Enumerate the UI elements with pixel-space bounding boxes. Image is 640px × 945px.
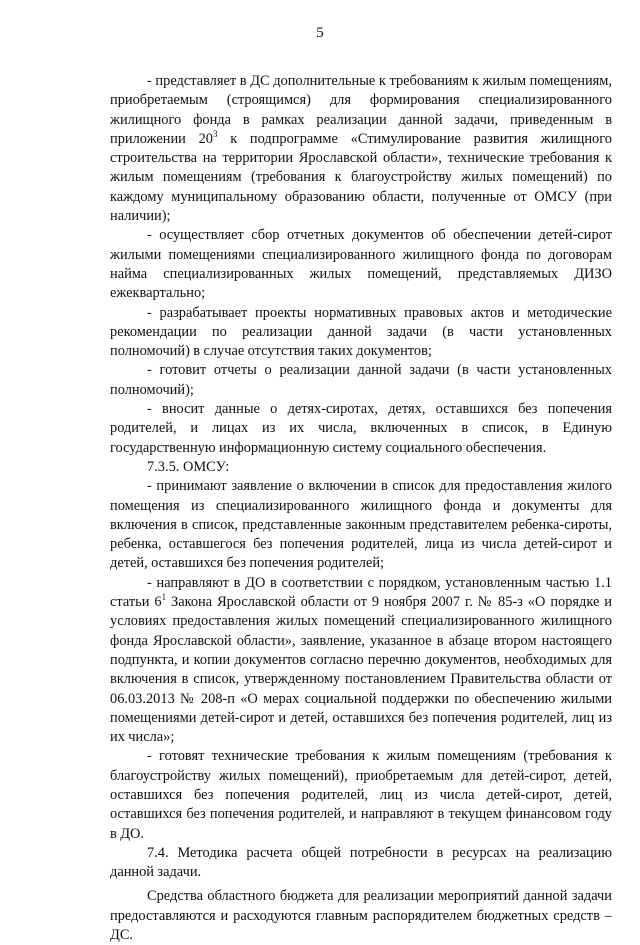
footnote-superscript: 3 xyxy=(212,129,218,140)
document-body xyxy=(110,72,612,945)
paragraph-prepares-reports: - готовит отчеты о реализации данной задачи (в части установленных полномочий); xyxy=(110,362,612,398)
section-heading-omsu: 7.3.5. ОМСУ: xyxy=(147,458,230,475)
paragraph-technical-requirements: - готовят технические требования к жилым помещениям (требования к благоустройству жилых помещений), приобретаемым для детей-сирот, детей, оставшихся без попечения родителей, лиц из числа детей-сирот, детей, оставшихся без попечения родителей, и направляют в текущем финансовом году в ДО. xyxy=(110,748,612,842)
paragraph-enters-data: - вносит данные о детях-сиротах, детях, оставшихся без попечения родителей, и лицах из их числа, включенных в список, в Единую государственную информационную систему социального обеспечения. xyxy=(110,401,612,456)
paragraph-requirements: - представляет в ДС дополнительные к требованиям к жилым помещениям, приобретаемым (строящимся) для формирования специализированного жилищного фонда в рамках реализации данной задачи, приведенным в приложении $20^3$ к подпрограмме «Стимулирование развития жилищного строительства на территории Ярославской области», технические требования к жилым помещениям (требования к благоустройству жилых помещений) по каждому муниципальному образованию области, полученные от ОМСУ (при наличии); xyxy=(110,73,612,225)
page-number: 5 xyxy=(316,25,324,41)
paragraph-send-documents: - направляют в ДО в соответствии с порядком, установленным частью 1.1 статьи $6^1$ Закона Ярославской области от 9 ноября 2007 г. № 85-з «О порядке и условиях предоставления жилых помещений специализированного жилищного фонда Ярославской области», заявление, указанное в абзаце втором настоящего подпункта, и копии документов согласно перечню документов, необходимых для включения в список, утвержденному постановлением Правительства области от 06.03.2013 № 208-п «О мерах социальной поддержки по обеспечению жилыми помещениями детей-сирот и детей, оставшихся без попечения родителей, лиц из их числа»; xyxy=(110,574,613,746)
paragraph-methodology: 7.4. Методика расчета общей потребности в ресурсах на реализацию данной задачи. xyxy=(110,844,612,881)
paragraph-reports-collection: - осуществляет сбор отчетных документов об обеспечении детей-сирот жилыми помещениями специализированного жилищного фонда по договорам найма специализированных жилых помещений, представляемых ДИЗО ежеквартально; xyxy=(110,227,612,302)
paragraph-budget-funds: Средства областного бюджета для реализации мероприятий данной задачи предоставляются и расходуются главным распорядителем бюджетных средств – ДС. xyxy=(110,888,612,944)
paragraph-draft-acts: - разрабатывает проекты нормативных правовых актов и методические рекомендации по реализации данной задачи (в части установленных полномочий) в случае отсутствия таких документов; xyxy=(110,304,612,360)
footnote-superscript: 1 xyxy=(161,592,167,603)
paragraph-accept-applications: - принимают заявление о включении в список для предоставления жилого помещения из специализированного жилищного фонда и документы для включения в список, представленные законным представителем ребенка-сироты, ребенка, оставшегося без попечения родителей, лица из числа детей-сирот и детей, оставшихся без попечения родителей; xyxy=(110,478,612,572)
